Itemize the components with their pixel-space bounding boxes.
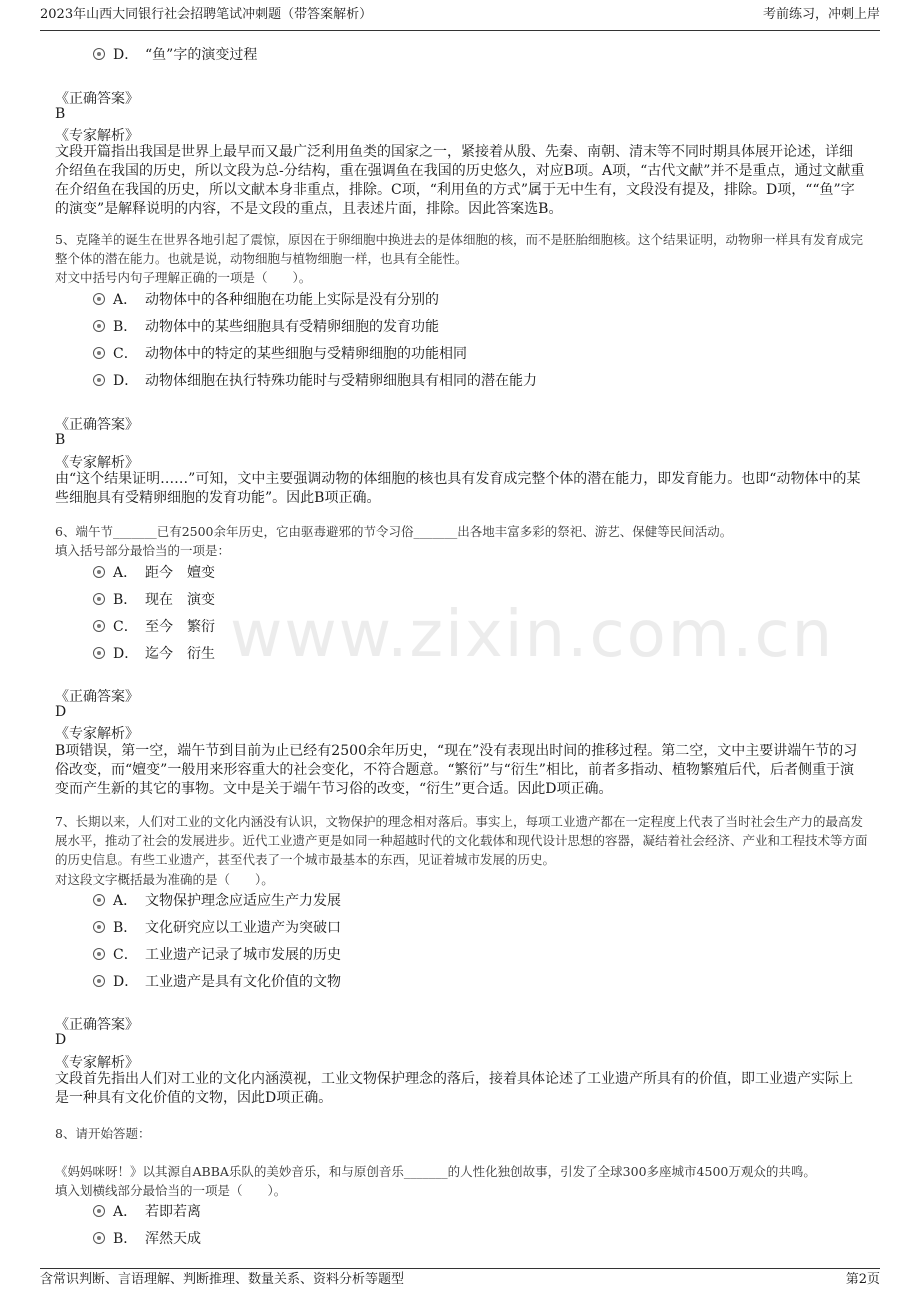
q4-analysis: 文段开篇指出我国是世界上最早而又最广泛利用鱼类的国家之一，紧接着从殷、先秦、南朝、清末等不同时期具体展开论述，详细介绍鱼在我国的历史，所以文段为总-分结构，重在强调鱼在我国的历史悠久，对应B项。A项，“古代文献”并不是重点，通过文献重在介绍鱼在我国的历史，所以文献本身非重点，排除。C项，“利用鱼的方式”属于无中生有，文段没有提及，排除。D项，““鱼”字的演变”是解释说明的内容，不是文段的重点，且表述片面，排除。因此答案选B。 — [55, 144, 865, 217]
q4-option-d[interactable]: D． “鱼”字的演变过程 — [93, 44, 257, 66]
q7-text: 7、长期以来，人们对工业的文化内涵没有认识，文物保护的理念相对落后。事实上，每项工业遗产都在一定程度上代表了当时社会生产力的最高发展水平，推动了社会的发展进步。近代工业遗产更是如同一种超越时代的文化载体和现代设计思想的容器，凝结着社会经济、产业和工程技术等方面的历史信息。有些工业遗产，甚至代表了一个城市最基本的东西，见证着城市发展的历史。 — [55, 814, 868, 867]
answer-label: 《正确答案》 — [55, 1017, 139, 1033]
radio-icon[interactable] — [93, 1205, 105, 1217]
answer-label: 《正确答案》 — [55, 689, 139, 705]
radio-icon[interactable] — [93, 48, 105, 60]
q5-option-c[interactable]: C． 动物体中的特定的某些细胞与受精卵细胞的功能相同 — [93, 343, 467, 365]
q6-option-b[interactable]: B． 现在 演变 — [93, 589, 215, 611]
page-number: 第2页 — [845, 1272, 880, 1287]
radio-icon[interactable] — [93, 620, 105, 632]
q5-analysis: 由“这个结果证明……”可知，文中主要强调动物的体细胞的核也具有发育成完整个体的潜在能力，即发育能力。也即“动物体中的某些细胞具有受精卵细胞的发育功能”。因此B项正确。 — [55, 471, 861, 506]
radio-icon[interactable] — [93, 374, 105, 386]
radio-icon[interactable] — [93, 293, 105, 305]
q6-option-a[interactable]: A． 距今 嬗变 — [93, 562, 215, 584]
header-slogan: 考前练习，冲刺上岸 — [762, 7, 880, 22]
q8-option-a[interactable]: A． 若即若离 — [93, 1201, 201, 1223]
q6-prompt: 填入括号部分最恰当的一项是： — [55, 543, 231, 558]
answer-label: 《正确答案》 — [55, 417, 139, 433]
q5-option-b[interactable]: B． 动物体中的某些细胞具有受精卵细胞的发育功能 — [93, 316, 439, 338]
q8-option-b[interactable]: B． 浑然天成 — [93, 1228, 201, 1250]
q5-answer: B — [55, 432, 66, 448]
analysis-label: 《专家解析》 — [55, 1055, 139, 1071]
q6-option-d[interactable]: D． 迄今 衍生 — [93, 643, 215, 665]
document-title: 2023年山西大同银行社会招聘笔试冲刺题（带答案解析） — [40, 7, 373, 22]
q7-answer: D — [55, 1032, 67, 1048]
answer-label: 《正确答案》 — [55, 91, 139, 107]
watermark: www.zixin.com.cn — [230, 598, 835, 672]
q7-analysis: 文段首先指出人们对工业的文化内涵漠视，工业文物保护理念的落后，接着具体论述了工业遗产所具有的价值，即工业遗产实际上是一种具有文化价值的文物，因此D项正确。 — [55, 1071, 853, 1106]
q6-analysis: B项错误，第一空，端午节到目前为止已经有2500余年历史，“现在”没有表现出时间的推移过程。第二空，文中主要讲端午节的习俗改变，而“嬗变”一般用来形容重大的社会变化，不符合题意。“繁衍”与“衍生”相比，前者多指动、植物繁殖后代，后者侧重于演变而产生新的其它的事物。文中是关于端午节习俗的改变，“衍生”更合适。因此D项正确。 — [55, 743, 858, 797]
analysis-label: 《专家解析》 — [55, 726, 139, 742]
q5-text: 5、克隆羊的诞生在世界各地引起了震惊，原因在于卵细胞中换进去的是体细胞的核，而不是胚胎细胞核。这个结果证明，动物卵一样具有发育成完整个体的潜在能力。也就是说，动物细胞与植物细胞一样，也具有全能性。 — [55, 232, 863, 266]
radio-icon[interactable] — [93, 894, 105, 906]
q5-option-d[interactable]: D． 动物体细胞在执行特殊功能时与受精卵细胞具有相同的潜在能力 — [93, 370, 537, 392]
analysis-label: 《专家解析》 — [55, 455, 139, 471]
q7-prompt: 对这段文字概括最为准确的是（ ）。 — [55, 872, 274, 887]
q6-answer: D — [55, 704, 67, 720]
q8-prompt: 填入划横线部分最恰当的一项是（ ）。 — [55, 1183, 287, 1198]
radio-icon[interactable] — [93, 1232, 105, 1244]
radio-icon[interactable] — [93, 320, 105, 332]
q7-option-c[interactable]: C． 工业遗产记录了城市发展的历史 — [93, 944, 341, 966]
q8-text: 《妈妈咪呀！》以其源自ABBA乐队的美妙音乐，和与原创音乐_______的人性化独创故事，引发了全球300多座城市4500万观众的共鸣。 — [55, 1164, 816, 1179]
q6-text: 6、端午节_______已有2500余年历史，它由驱毒避邪的节令习俗_______出各地丰富多彩的祭祀、游艺、保健等民间活动。 — [55, 524, 733, 539]
q7-option-d[interactable]: D． 工业遗产是具有文化价值的文物 — [93, 971, 341, 993]
q5-option-a[interactable]: A． 动物体中的各种细胞在功能上实际是没有分别的 — [93, 289, 439, 311]
radio-icon[interactable] — [93, 593, 105, 605]
q7-option-b[interactable]: B． 文化研究应以工业遗产为突破口 — [93, 917, 341, 939]
radio-icon[interactable] — [93, 647, 105, 659]
q8-title: 8、请开始答题： — [55, 1126, 151, 1141]
radio-icon[interactable] — [93, 347, 105, 359]
q5-prompt: 对文中括号内句子理解正确的一项是（ ）。 — [55, 270, 312, 285]
page-header — [40, 0, 880, 31]
radio-icon[interactable] — [93, 975, 105, 987]
page-footer — [40, 1268, 880, 1291]
q7-option-a[interactable]: A． 文物保护理念应适应生产力发展 — [93, 890, 341, 912]
analysis-label: 《专家解析》 — [55, 128, 139, 144]
q4-answer: B — [55, 106, 66, 122]
q6-option-c[interactable]: C． 至今 繁衍 — [93, 616, 215, 638]
footer-topics: 含常识判断、言语理解、判断推理、数量关系、资料分析等题型 — [40, 1272, 405, 1287]
radio-icon[interactable] — [93, 921, 105, 933]
radio-icon[interactable] — [93, 948, 105, 960]
radio-icon[interactable] — [93, 566, 105, 578]
